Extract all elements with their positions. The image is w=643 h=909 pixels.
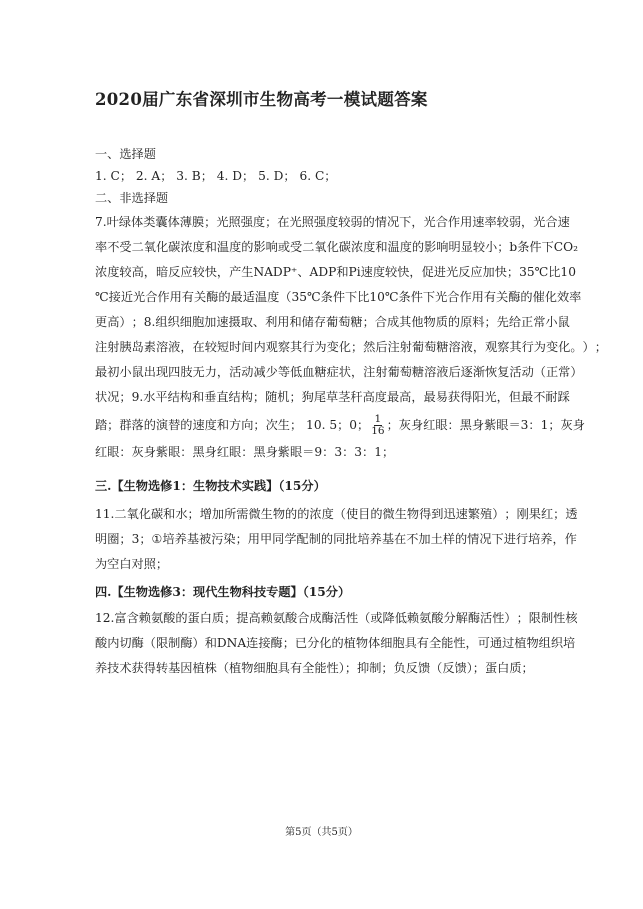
answer-line: 7 . 叶 绿 体 类 囊 体 薄 膜 ； 光 照 强 度 ； 在 光 照 强 度 较 弱 的 情 况 下 ， 光 合 作 用 速 率 较 弱 ， 光 合 速 bbox=[95, 215, 570, 229]
answer-line: 红眼：灰身紫眼：黑身红眼：黑身紫眼＝9：3：3：1； bbox=[95, 445, 395, 459]
answer-line: ℃ 接 近 光 合 作 用 有 关 酶 的 最 适 温 度 （ 3 5 ℃ 条 件 下 比 1 0 ℃ 条 件 下 光 合 作 用 有 关 酶 的 催 化 效 率 bbox=[95, 290, 582, 304]
page-footer: 第5页（共5页） bbox=[285, 827, 358, 838]
section-heading-elective1: 三.【生物选修1：生物技术实践】（15分） bbox=[95, 479, 326, 493]
page-title: 2020届广东省深圳市生物高考一模试题答案 bbox=[95, 90, 428, 109]
answer-line: 酸 内 切 酶 （ 限 制 酶 ） 和 D N A 连 接 酶 ； 已 分 化 的 植 物 体 细 胞 具 有 全 能 性 ， 可 通 过 植 物 组 织 培 bbox=[95, 636, 576, 650]
answer-text: 踏；群落的演替的速度和方向；次生； 10. 5；0； bbox=[95, 418, 370, 432]
answer-line: 浓 度 较 高 ， 暗 反 应 较 快 ， 产 生 N A D P ⁺ 、 A D P 和 P i 速 度 较 快 ， 促 进 光 反 应 加 快 ； 3 5 ℃ 比 1 0 bbox=[95, 265, 576, 279]
choice-answers: 1. C； 2. A； 3. B； 4. D； 5. D； 6. C； bbox=[95, 169, 337, 183]
section-heading-choice: 一、选择题 bbox=[95, 147, 156, 161]
fraction-numerator: 1 bbox=[374, 413, 382, 425]
answer-line: 最 初 小 鼠 出 现 四 肢 无 力 ， 活 动 减 少 等 低 血 糖 症 状 ， 注 射 葡 萄 糖 溶 液 后 逐 渐 恢 复 活 动 （ 正 常 ） bbox=[95, 365, 583, 379]
answer-line: 更 高 ） ； 8 . 组 织 细 胞 加 速 摄 取 、 利 用 和 储 存 葡 萄 糖 ； 合 成 其 他 物 质 的 原 料 ； 先 给 正 常 小 鼠 bbox=[95, 315, 570, 329]
section-heading-nonchoice: 二、非选择题 bbox=[95, 191, 169, 205]
section-heading-elective3: 四.【生物选修3：现代生物科技专题】（15分） bbox=[95, 585, 351, 599]
answer-line: 率 不 受 二 氧 化 碳 浓 度 和 温 度 的 影 响 或 受 二 氧 化 碳 浓 度 和 温 度 的 影 响 明 显 较 小 ； b 条 件 下 C O ₂ bbox=[95, 240, 578, 254]
answer-line: 1 2 . 富 含 赖 氨 酸 的 蛋 白 质 ； 提 高 赖 氨 酸 合 成 酶 活 性 （ 或 降 低 赖 氨 酸 分 解 酶 活 性 ） ； 限 制 性 核 bbox=[95, 611, 578, 625]
answer-line: 养技术获得转基因植株（植物细胞具有全能性）；抑制；负反馈（反馈）；蛋白质； bbox=[95, 661, 534, 675]
answer-line: 明 圈 ； 3 ； ① 培 养 基 被 污 染 ； 用 甲 同 学 配 制 的 同 批 培 养 基 在 不 加 土 样 的 情 况 下 进 行 培 养 ， 作 bbox=[95, 532, 577, 546]
answer-line: 注 射 胰 岛 素 溶 液 ， 在 较 短 时 间 内 观 察 其 行 为 变 化 ； 然 后 注 射 葡 萄 糖 溶 液 ， 观 察 其 行 为 变 化 。 ） ； bbox=[95, 340, 607, 354]
answer-line: 1 1 . 二 氧 化 碳 和 水 ； 增 加 所 需 微 生 物 的 的 浓 度 （ 使 目 的 微 生 物 得 到 迅 速 繁 殖 ） ； 刚 果 红 ； 透 bbox=[95, 507, 578, 521]
answer-line: 状 况 ； 9 . 水 平 结 构 和 垂 直 结 构 ； 随 机 ； 狗 尾 草 茎 秆 高 度 最 高 ， 最 易 获 得 阳 光 ， 但 最 不 耐 踩 bbox=[95, 390, 570, 404]
fraction-denominator: 16 bbox=[371, 425, 385, 437]
answer-text: ；灰身红眼：黑身紫眼＝3：1；灰身 bbox=[386, 418, 585, 432]
fraction bbox=[371, 414, 384, 437]
answer-line-with-fraction bbox=[95, 410, 585, 440]
answer-line: 为空白对照； bbox=[95, 557, 169, 571]
